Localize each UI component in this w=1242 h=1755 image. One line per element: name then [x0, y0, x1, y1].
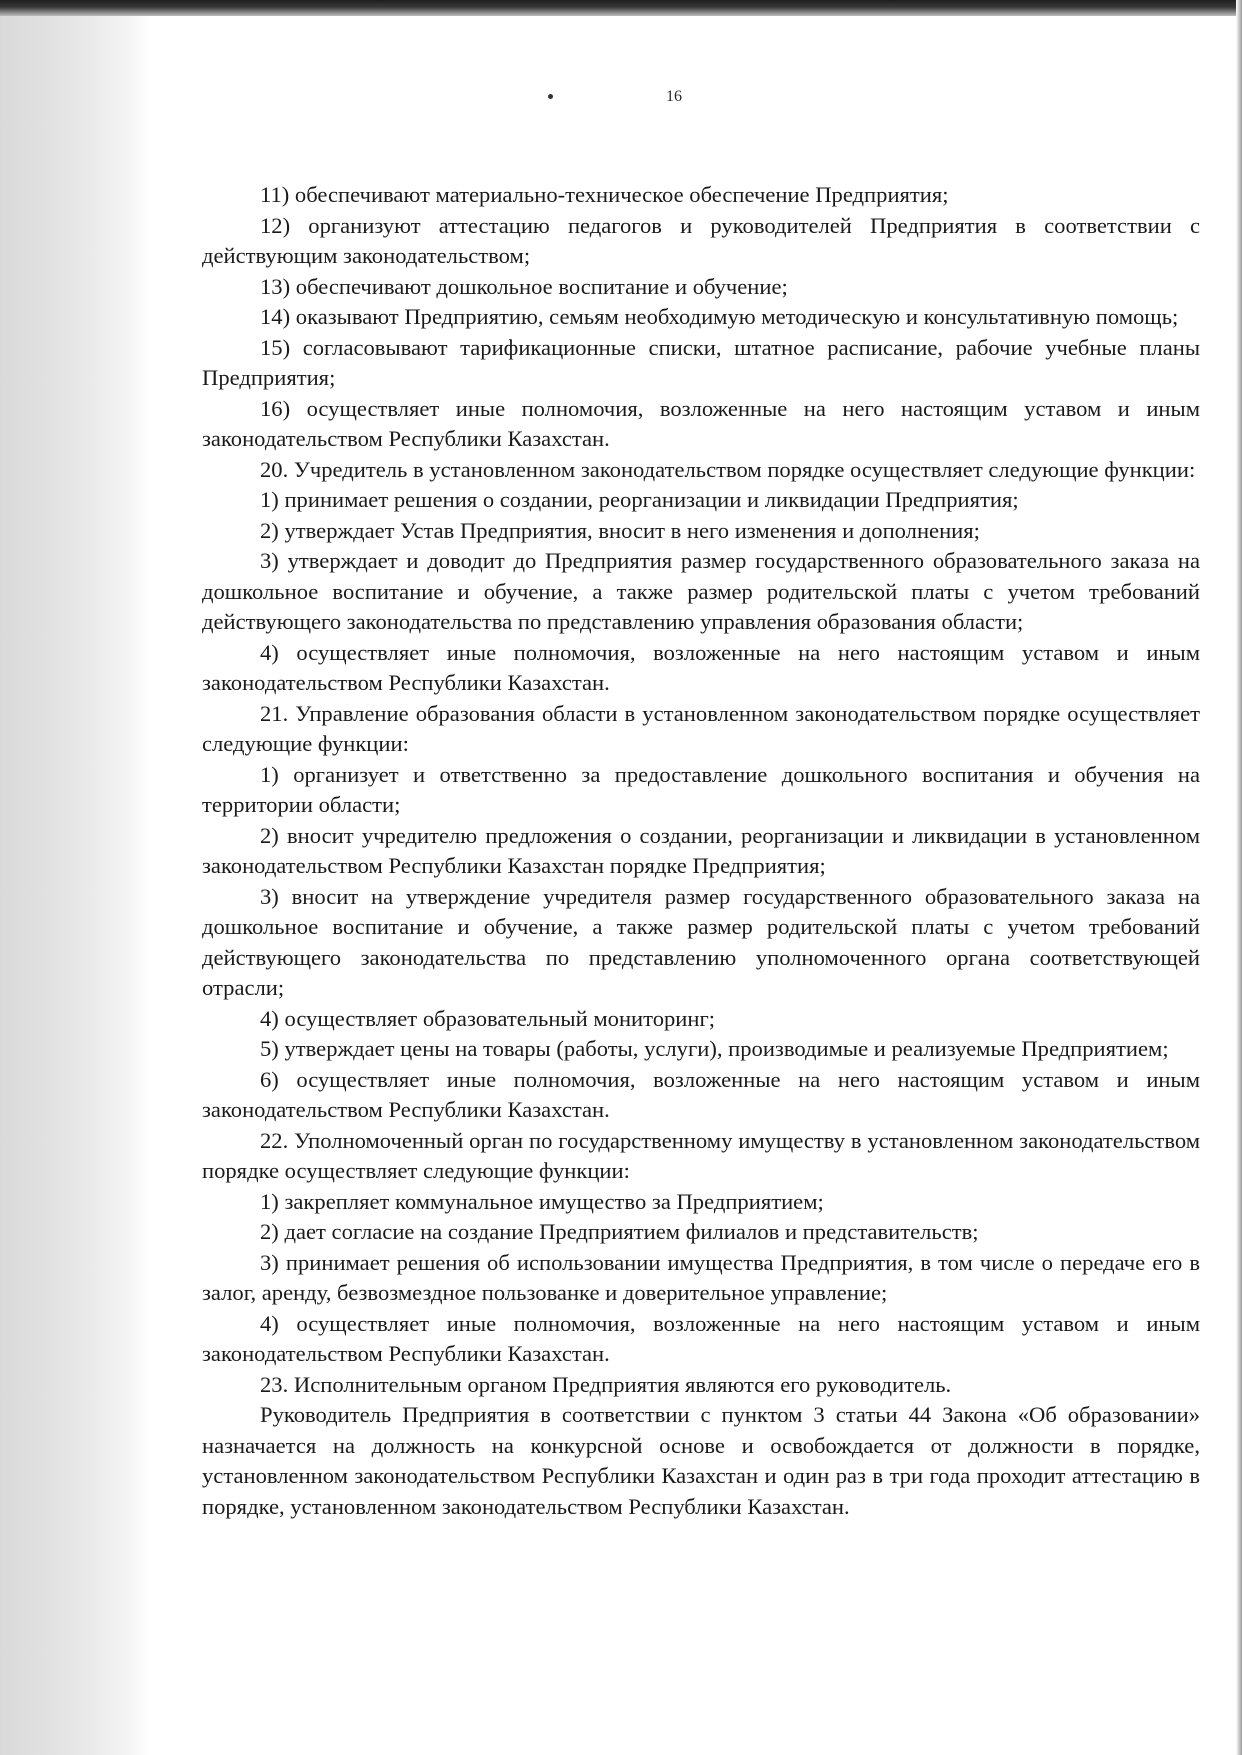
- paragraph: 14) оказывают Предприятию, семьям необходимую методическую и консультативную помощь;: [260, 304, 1179, 329]
- paragraph: Руководитель Предприятия в соответствии с пунктом 3 статьи 44 Закона «Об образовании» назначается на должность на конкурсной основе и освобождается от должности в порядке, установленном законодательством Республики Казахстан и один раз в три года проходит аттестацию в порядке, установленном законодательством Республики Казахстан.: [202, 1402, 1200, 1519]
- paragraph: 1) организует и ответственно за предоставление дошкольного воспитания и обучения на территории области;: [202, 761, 1200, 817]
- paragraph: 23. Исполнительным органом Предприятия являются его руководитель.: [260, 1371, 952, 1397]
- paragraph: 6) осуществляет иные полномочия, возложенные на него настоящим уставом и иным законодательством Республики Казахстан.: [202, 1066, 1200, 1122]
- paragraph: 1) закрепляет коммунальное имущество за Предприятием;: [260, 1188, 824, 1214]
- paragraph: 13) обеспечивают дошкольное воспитание и обучение;: [260, 273, 788, 299]
- paragraph: 2) утверждает Устав Предприятия, вносит в него изменения и дополнения;: [260, 517, 980, 543]
- page-number: 16: [666, 88, 682, 105]
- paragraph: 20. Учредитель в установленном законодательством порядке осуществляет следующие функции:: [260, 456, 1196, 482]
- paragraph: 2) дает согласие на создание Предприятием филиалов и представительств;: [260, 1219, 979, 1244]
- paragraph: 3) вносит на утверждение учредителя размер государственного образовательного заказа на дошкольное воспитание и обучение, а также размер родительской платы с учетом требований действующего законодательства по представлению уполномоченного органа соответствующей отрасли;: [202, 883, 1200, 1000]
- paragraph: 3) принимает решения об использовании имущества Предприятия, в том числе о передаче его в залог, аренду, безвозмездное пользованке и доверительное управление;: [202, 1249, 1200, 1305]
- paragraph: 2) вносит учредителю предложения о создании, реорганизации и ликвидации в установленном законодательством Республики Казахстан порядке Предприятия;: [202, 822, 1200, 878]
- scan-edge-right: [1236, 0, 1242, 1755]
- document-body: [202, 180, 1200, 1522]
- paragraph: 1) принимает решения о создании, реорганизации и ликвидации Предприятия;: [260, 487, 1019, 512]
- paragraph: 4) осуществляет иные полномочия, возложенные на него настоящим уставом и иным законодательством Республики Казахстан.: [202, 639, 1200, 695]
- scan-speck: [548, 94, 553, 99]
- paragraph: 3) утверждает и доводит до Предприятия размер государственного образовательного заказа на дошкольное воспитание и обучение, а также размер родительской платы с учетом требований действующего законодательства по представлению управления образования области;: [202, 548, 1200, 634]
- paragraph: 12) организуют аттестацию педагогов и руководителей Предприятия в соответствии с действующим законодательством;: [202, 212, 1200, 268]
- scan-edge-top: [0, 0, 1242, 16]
- paragraph: 11) обеспечивают материально-техническое обеспечение Предприятия;: [260, 182, 949, 207]
- paragraph: 4) осуществляет иные полномочия, возложенные на него настоящим уставом и иным законодательством Республики Казахстан.: [202, 1310, 1200, 1366]
- paragraph: 5) утверждает цены на товары (работы, услуги), производимые и реализуемые Предприятием;: [260, 1036, 1169, 1061]
- paragraph: 16) осуществляет иные полномочия, возложенные на него настоящим уставом и иным законодательством Республики Казахстан.: [202, 395, 1200, 451]
- paragraph: 22. Уполномоченный орган по государственному имуществу в установленном законодательством порядке осуществляет следующие функции:: [202, 1127, 1200, 1183]
- paragraph: 21. Управление образования области в установленном законодательством порядке осуществляет следующие функции:: [202, 700, 1200, 756]
- scan-shadow-left: [0, 0, 150, 1755]
- paragraph: 4) осуществляет образовательный мониторинг;: [260, 1005, 716, 1031]
- paragraph: 15) согласовывают тарификационные списки, штатное расписание, рабочие учебные планы Предприятия;: [202, 334, 1200, 390]
